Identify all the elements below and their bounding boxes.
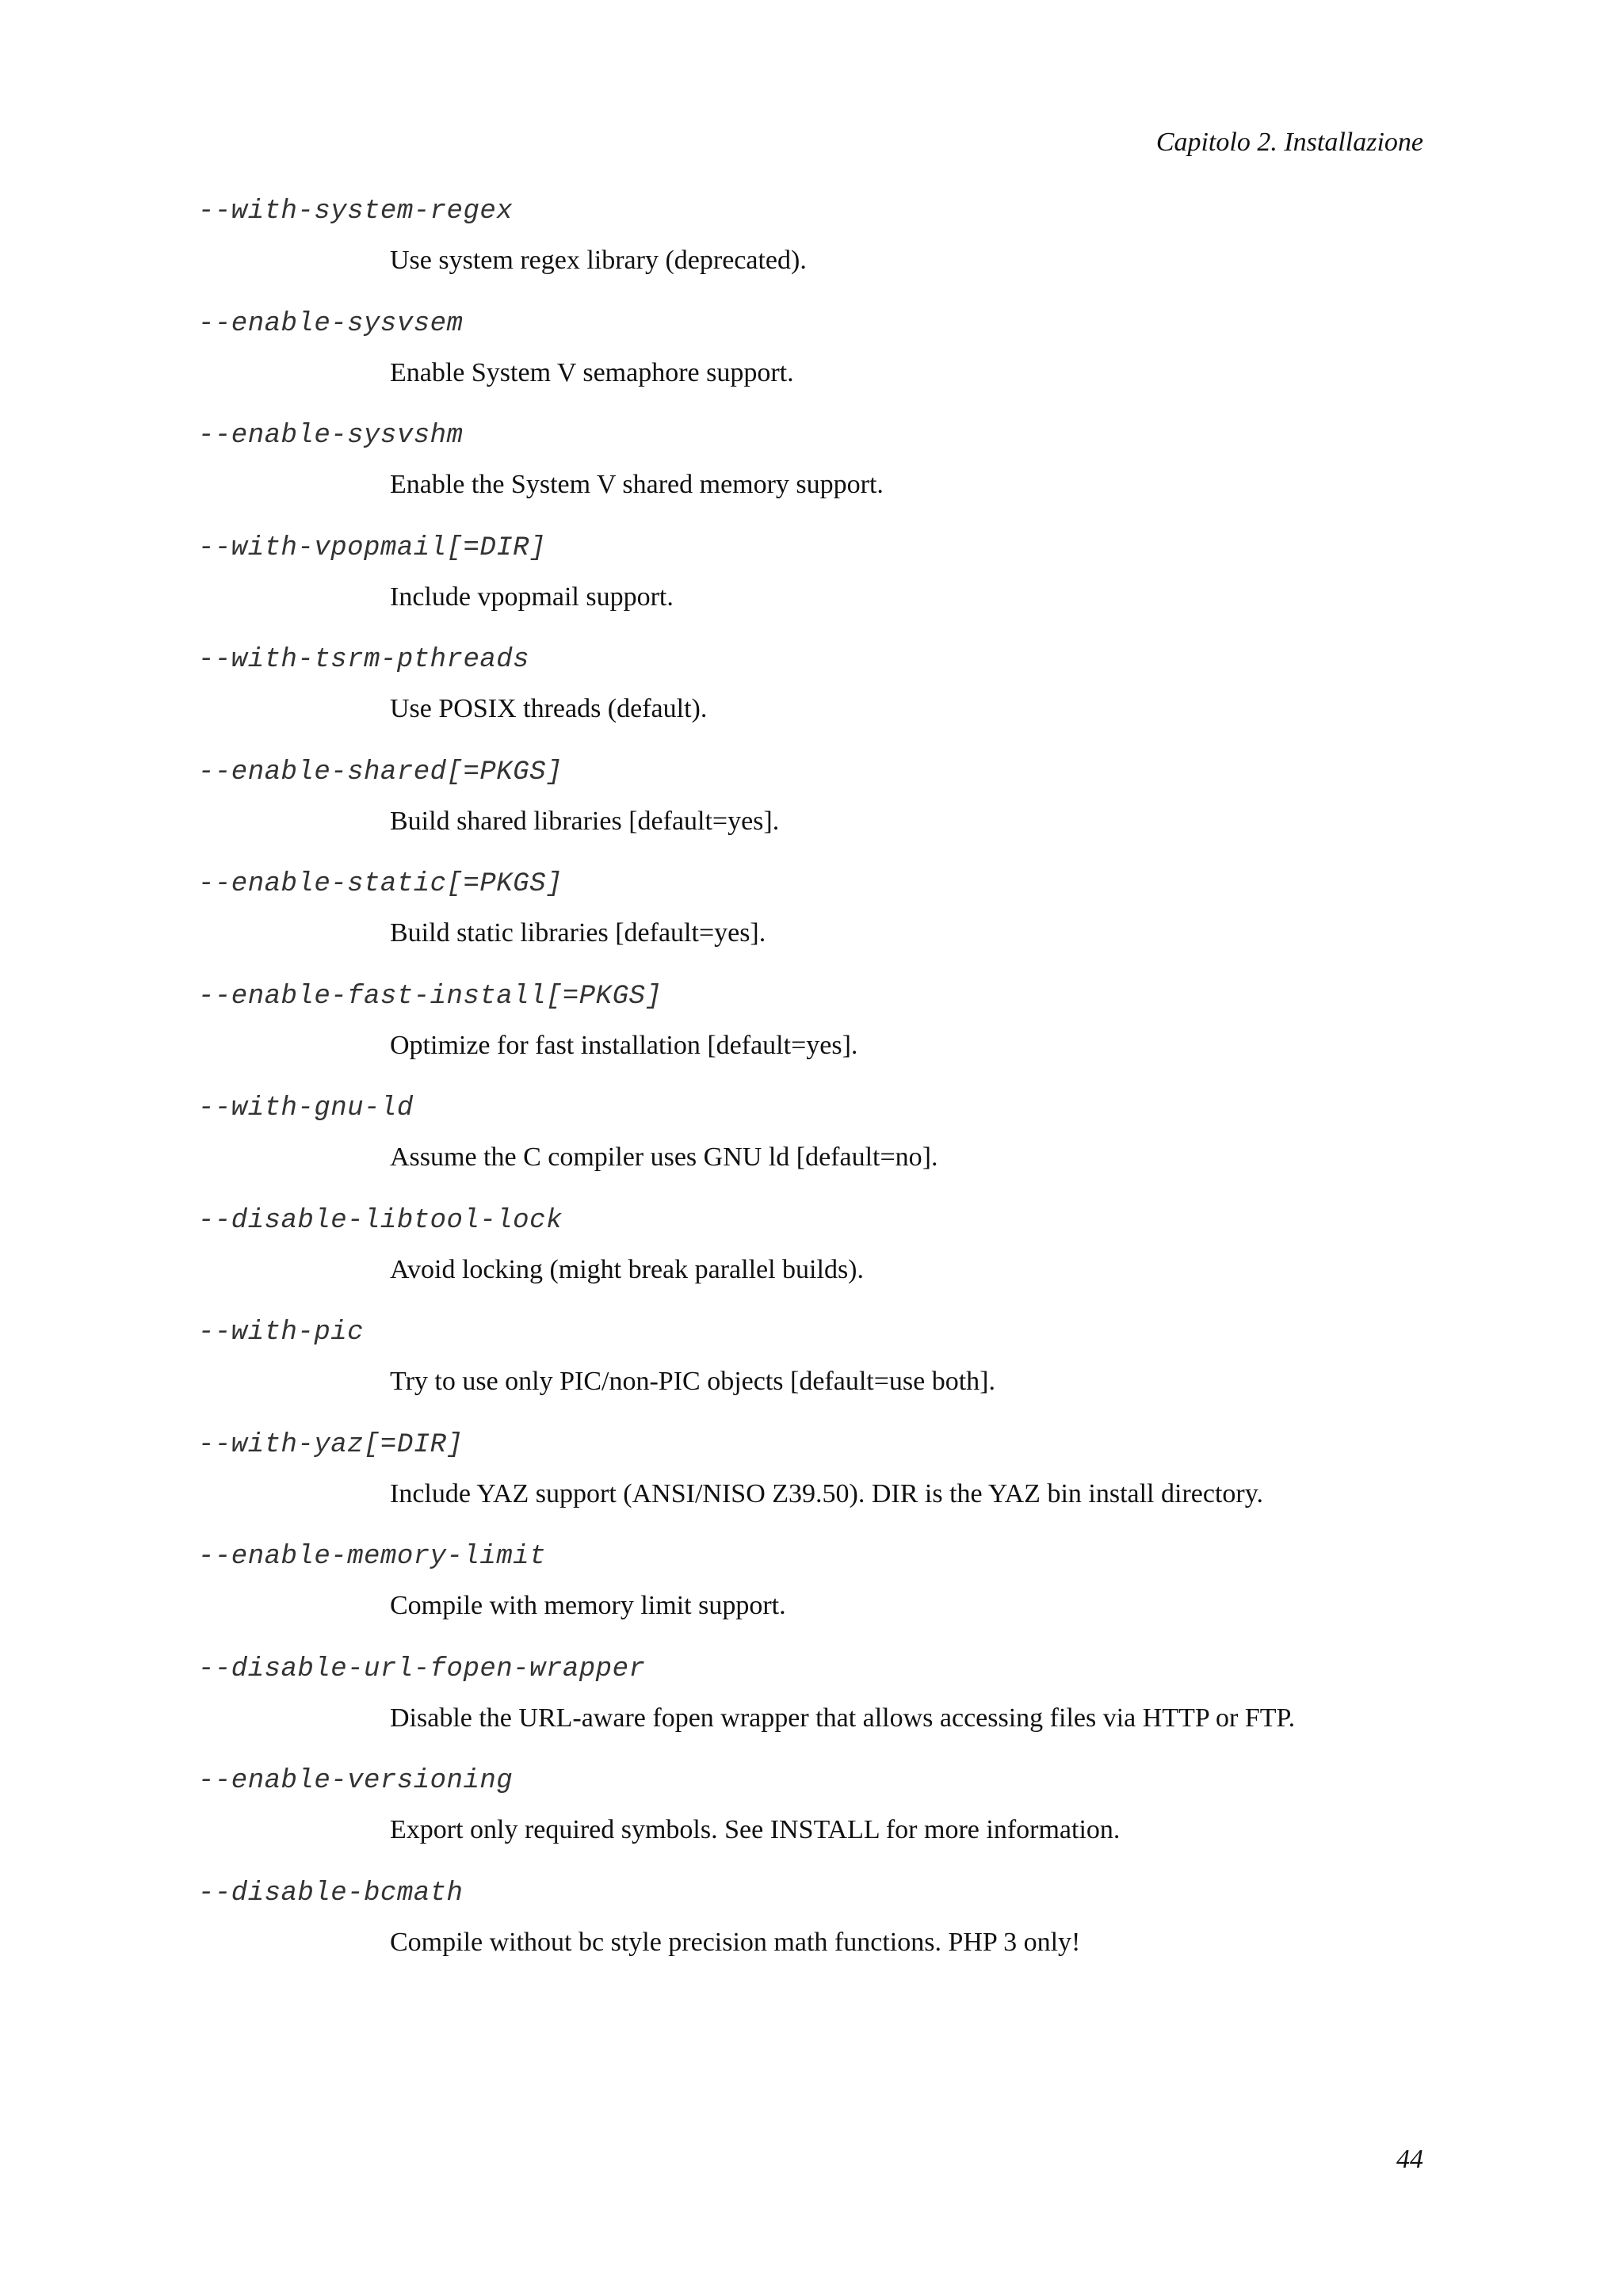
option-entry <box>198 1877 1434 1989</box>
option-entry <box>198 1540 1434 1653</box>
option-description: Assume the C compiler uses GNU ld [default=no]. <box>390 1142 938 1172</box>
option-name: --enable-sysvshm <box>198 421 464 451</box>
option-description: Export only required symbols. See INSTALL for more information. <box>390 1815 1121 1844</box>
option-name: --disable-url-fopen-wrapper <box>198 1653 646 1684</box>
page-number: 44 <box>1396 2145 1423 2174</box>
option-description: Build shared libraries [default=yes]. <box>390 806 780 836</box>
option-entry <box>198 419 1434 532</box>
option-description: Enable the System V shared memory support. <box>390 470 884 499</box>
option-description: Use system regex library (deprecated). <box>390 246 807 275</box>
option-name: --disable-libtool-lock <box>198 1205 563 1236</box>
option-entry <box>198 307 1434 420</box>
option-name: --with-pic <box>198 1318 365 1348</box>
option-description: Build static libraries [default=yes]. <box>390 918 766 948</box>
option-description: Include YAZ support (ANSI/NISO Z39.50). DIR is the YAZ bin install directory. <box>390 1478 1264 1508</box>
option-entry <box>198 643 1434 756</box>
option-description: Compile with memory limit support. <box>390 1591 786 1620</box>
option-description: Optimize for fast installation [default=yes]. <box>390 1030 858 1060</box>
option-entry <box>198 1204 1434 1317</box>
option-name: --enable-static[=PKGS] <box>198 869 563 899</box>
option-description: Try to use only PIC/non-PIC objects [default=use both]. <box>390 1367 995 1396</box>
option-entry <box>198 980 1434 1093</box>
option-name: --with-system-regex <box>198 196 514 227</box>
option-description: Avoid locking (might break parallel builds). <box>390 1254 865 1284</box>
option-entry <box>198 195 1434 307</box>
option-entry <box>198 1316 1434 1428</box>
option-name: --with-tsrm-pthreads <box>198 645 530 675</box>
option-entry <box>198 532 1434 644</box>
option-entry <box>198 1764 1434 1877</box>
option-name: --with-gnu-ld <box>198 1093 414 1123</box>
option-description: Use POSIX threads (default). <box>390 694 708 723</box>
option-name: --enable-sysvsem <box>198 308 464 339</box>
option-entry <box>198 756 1434 868</box>
option-entry <box>198 1092 1434 1204</box>
option-description: Enable System V semaphore support. <box>390 357 794 387</box>
option-description: Include vpopmail support. <box>390 582 674 612</box>
option-name: --enable-shared[=PKGS] <box>198 757 563 788</box>
option-name: --enable-memory-limit <box>198 1542 546 1572</box>
option-description: Compile without bc style precision math functions. PHP 3 only! <box>390 1927 1081 1957</box>
configure-options-list <box>198 195 1434 1989</box>
option-entry <box>198 1428 1434 1541</box>
option-entry <box>198 868 1434 980</box>
option-name: --with-vpopmail[=DIR] <box>198 532 546 563</box>
option-name: --enable-versioning <box>198 1766 514 1796</box>
option-name: --disable-bcmath <box>198 1878 464 1909</box>
option-description: Disable the URL-aware fopen wrapper that allows accessing files via HTTP or FTP. <box>390 1703 1296 1733</box>
option-name: --enable-fast-install[=PKGS] <box>198 981 663 1012</box>
option-name: --with-yaz[=DIR] <box>198 1429 464 1460</box>
option-entry <box>198 1653 1434 1765</box>
chapter-header: Capitolo 2. Installazione <box>1155 128 1423 157</box>
